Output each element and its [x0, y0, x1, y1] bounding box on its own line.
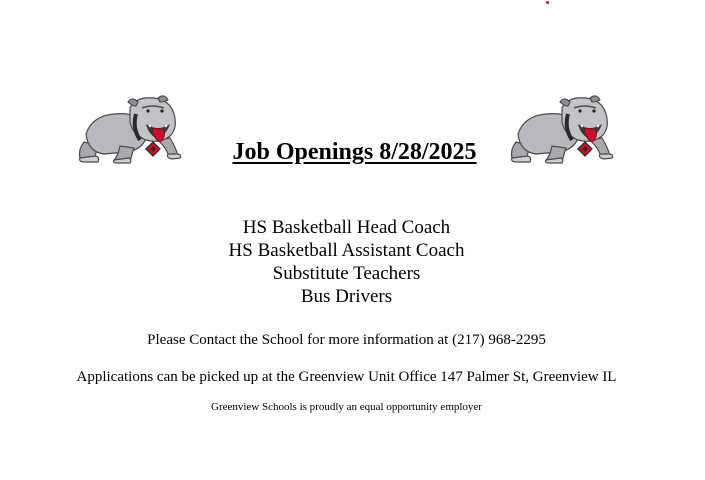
job-opening-item: Bus Drivers	[300, 286, 393, 307]
job-opening-item: Substitute Teachers	[272, 263, 421, 284]
page-title: Job Openings 8/28/2025	[232, 139, 477, 165]
job-openings-list	[0, 216, 693, 308]
applications-info: Applications can be picked up at the Greenview Unit Office 147 Palmer St, Greenview IL	[76, 369, 617, 385]
job-opening-item: HS Basketball Assistant Coach	[228, 240, 465, 261]
contact-info: Please Contact the School for more information at (217) 968-2295	[147, 332, 546, 348]
equal-opportunity-statement: Greenview Schools is proudly an equal opportunity employer	[211, 401, 482, 413]
job-opening-item: HS Basketball Head Coach	[242, 217, 451, 238]
red-dot-mark	[546, 1, 549, 4]
